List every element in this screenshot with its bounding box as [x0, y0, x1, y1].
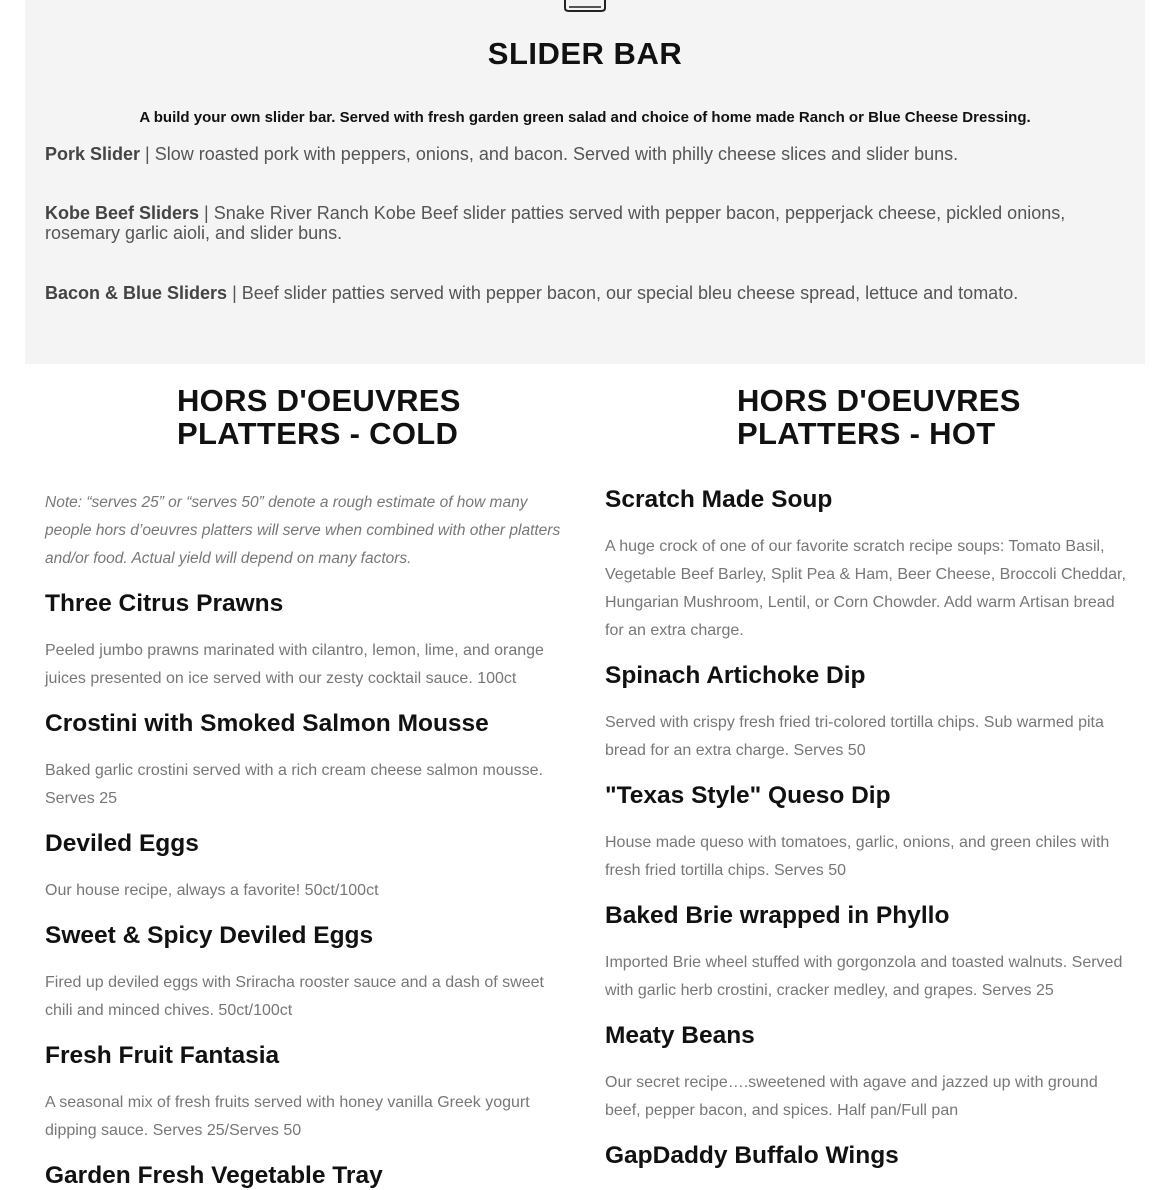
hot-item-desc: Imported Brie wheel stuffed with gorgonzola and toasted walnuts. Served with garlic herb crostini, cracker medley, and grapes. Serves 25	[605, 954, 1123, 999]
hot-platters-title	[737, 384, 1021, 450]
hot-item-name: "Texas Style" Queso Dip	[605, 782, 891, 809]
slider-item	[45, 144, 1115, 164]
slider-item-desc: | Snake River Ranch Kobe Beef slider patties served with pepper bacon, pepperjack cheese, pickled onions, rosemary garlic aioli, and slider buns.	[45, 203, 1066, 243]
cold-title-line1: HORS D'OEUVRES	[177, 383, 461, 418]
slider-item	[45, 203, 1115, 243]
slider-item	[45, 283, 1115, 303]
cold-item-name: Deviled Eggs	[45, 830, 199, 857]
slider-item-name: Bacon & Blue Sliders	[45, 283, 228, 303]
hot-item-name: Meaty Beans	[605, 1022, 755, 1049]
hot-title-line1: HORS D'OEUVRES	[737, 383, 1021, 418]
cold-item-desc: Fired up deviled eggs with Sriracha rooster sauce and a dash of sweet chili and minced chives. 50ct/100ct	[45, 974, 544, 1019]
slider-item-desc: | Beef slider patties served with pepper bacon, our special bleu cheese spread, lettuce and tomato.	[227, 283, 1019, 303]
cold-item-desc: Baked garlic crostini served with a rich cream cheese salmon mousse. Serves 25	[45, 762, 543, 807]
slider-bar-section	[25, 0, 1145, 364]
cold-item-name: Fresh Fruit Fantasia	[45, 1042, 280, 1069]
hot-item-name: Scratch Made Soup	[605, 486, 833, 513]
hot-item-desc: House made queso with tomatoes, garlic, onions, and green chiles with fresh fried tortilla chips. Serves 50	[605, 834, 1110, 879]
slider-item-desc: | Slow roasted pork with peppers, onions, and bacon. Served with philly cheese slices and slider buns.	[140, 144, 959, 164]
cold-item-desc: A seasonal mix of fresh fruits served with honey vanilla Greek yogurt dipping sauce. Serves 25/Serves 50	[45, 1094, 530, 1139]
serving-tray-icon	[563, 0, 607, 14]
hot-item-desc: Our secret recipe….sweetened with agave and jazzed up with ground beef, pepper bacon, and spices. Half pan/Full pan	[605, 1074, 1098, 1119]
slider-item-name: Pork Slider	[45, 144, 141, 164]
hot-item-name: GapDaddy Buffalo Wings	[605, 1142, 899, 1169]
hot-item-name: Spinach Artichoke Dip	[605, 662, 866, 689]
hot-item-name: Baked Brie wrapped in Phyllo	[605, 902, 950, 929]
cold-item-name: Sweet & Spicy Deviled Eggs	[45, 922, 374, 949]
slider-bar-title: SLIDER BAR	[487, 36, 683, 71]
cold-item-desc: Our house recipe, always a favorite! 50ct/100ct	[45, 882, 379, 899]
cold-title-line2: PLATTERS - COLD	[177, 416, 459, 451]
hot-title-line2: PLATTERS - HOT	[737, 416, 996, 451]
slider-bar-intro: A build your own slider bar. Served with fresh garden green salad and choice of home made Ranch or Blue Cheese Dressing.	[139, 109, 1031, 126]
hot-item-desc: A huge crock of one of our favorite scratch recipe soups: Tomato Basil, Vegetable Beef Barley, Split Pea & Ham, Beer Cheese, Broccoli Cheddar, Hungarian Mushroom, Lentil, or Corn Chowder. Add warm Artisan bread for an extra charge.	[605, 538, 1126, 639]
cold-item-name: Crostini with Smoked Salmon Mousse	[45, 710, 489, 737]
servings-note: Note: “serves 25” or “serves 50” denote a rough estimate of how many people hors d’oeuvres platters will serve when combined with other platters and/or food. Actual yield will depend on many factors.	[45, 494, 561, 567]
cold-item-name: Garden Fresh Vegetable Tray	[45, 1162, 383, 1189]
hot-item-desc: Served with crispy fresh fried tri-colored tortilla chips. Sub warmed pita bread for an extra charge. Serves 50	[605, 714, 1104, 759]
cold-item-desc: Peeled jumbo prawns marinated with cilantro, lemon, lime, and orange juices presented on ice served with our zesty cocktail sauce. 100ct	[45, 642, 544, 687]
cold-item-name: Three Citrus Prawns	[45, 590, 284, 617]
slider-item-name: Kobe Beef Sliders	[45, 203, 200, 223]
cold-platters-title	[177, 384, 461, 450]
